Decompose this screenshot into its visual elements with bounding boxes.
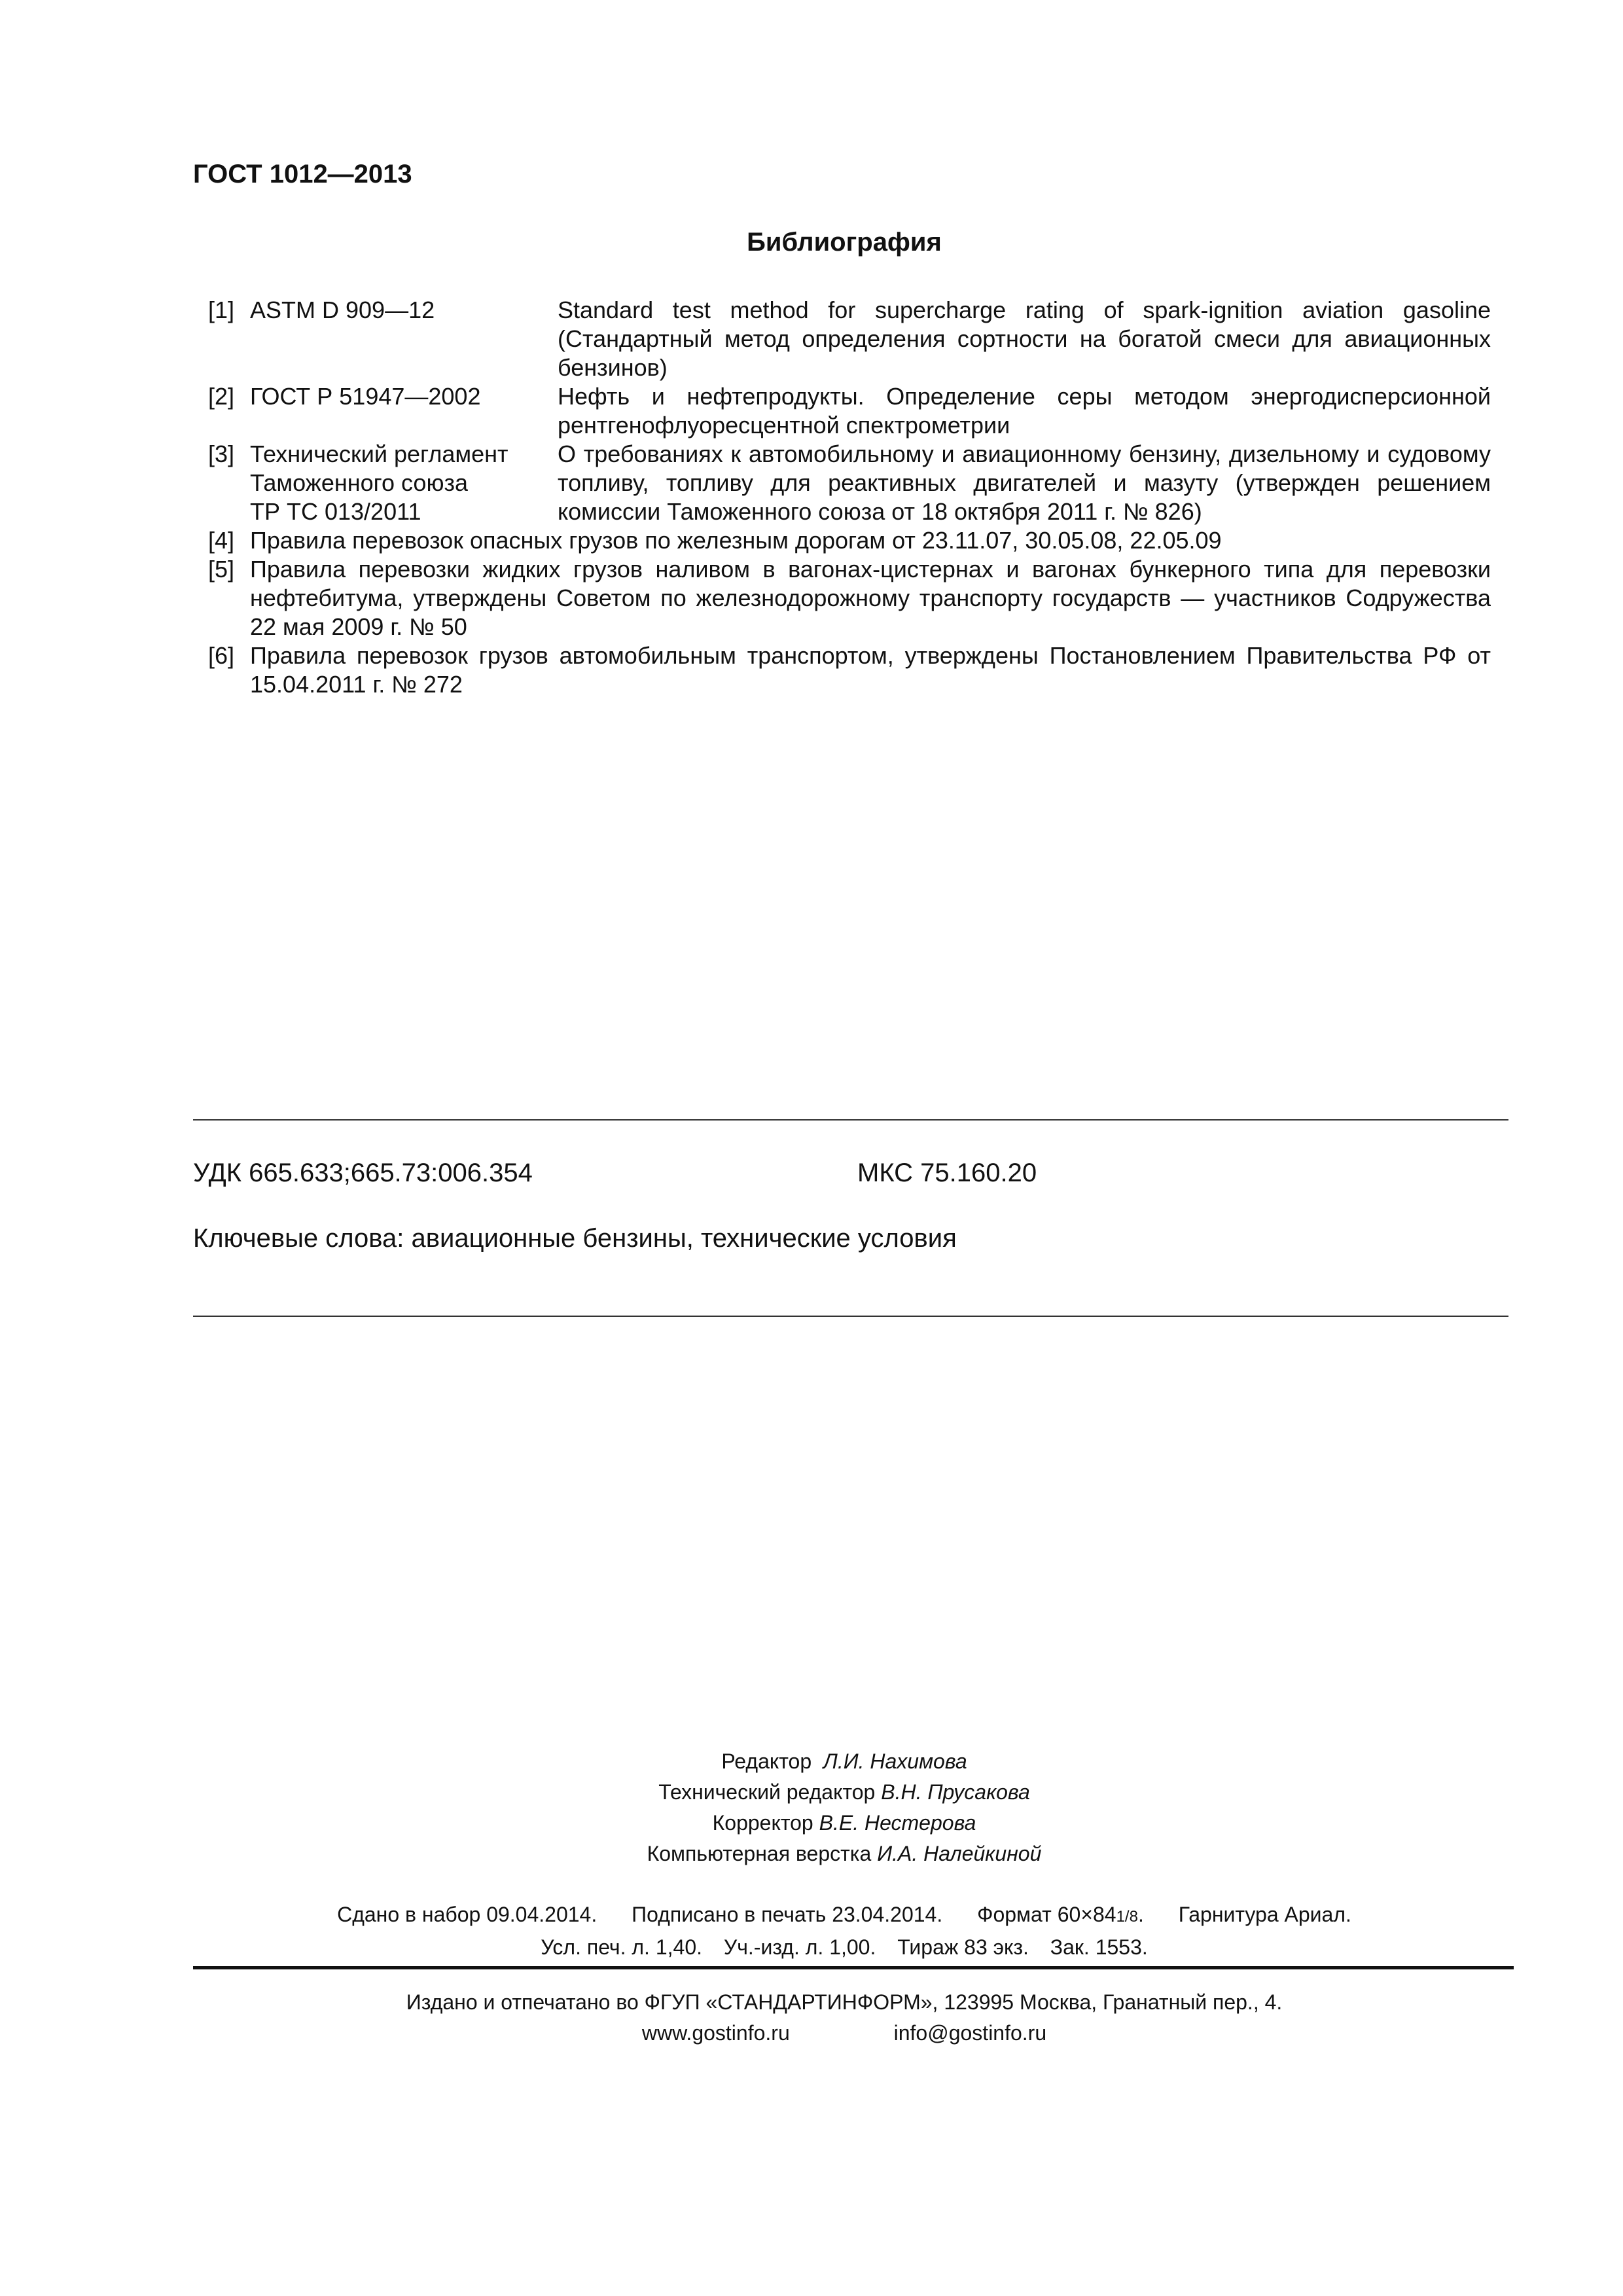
mks-code: МКС 75.160.20 — [857, 1158, 1037, 1187]
website-link[interactable]: www.gostinfo.ru — [641, 2021, 790, 2045]
reference-item — [208, 440, 1491, 526]
reference-item — [208, 526, 1491, 555]
staff-name: И.А. Налейкиной — [877, 1842, 1042, 1865]
staff-name: В.Н. Прусакова — [881, 1780, 1030, 1804]
print-info — [0, 1899, 1623, 1963]
reference-description: Standard test method for supercharge rating of spark-ignition aviation gasoline (Стандартный метод определения сортности на богатой смеси для авиационных бензинов) — [558, 296, 1491, 381]
editorial-staff — [0, 1746, 1623, 1869]
reference-number: [5] — [208, 556, 235, 583]
staff-line — [0, 1746, 1623, 1777]
bibliography-title: Библиография — [747, 228, 942, 257]
print-sheets: Усл. печ. л. 1,40. — [541, 1935, 702, 1959]
staff-role: Корректор — [712, 1811, 813, 1835]
udk-code: УДК 665.633;665.73:006.354 — [193, 1158, 533, 1187]
print-info-line-2 — [0, 1932, 1623, 1963]
reference-code: Технический регламент Таможенного союза ТР ТС 013/2011 — [250, 440, 508, 525]
divider-bottom — [193, 1316, 1508, 1317]
reference-code: ГОСТ Р 51947—2002 — [250, 383, 481, 410]
submitted-date: Сдано в набор 09.04.2014. — [337, 1903, 597, 1926]
staff-line — [0, 1777, 1623, 1808]
staff-role: Редактор — [721, 1749, 812, 1773]
reference-text: Правила перевозок грузов автомобильным транспортом, утверждены Постановлением Правительства РФ от 15.04.2011 г. № 272 — [250, 642, 1491, 698]
publishing-sheets: Уч.-изд. л. 1,00. — [723, 1935, 876, 1959]
staff-line — [0, 1808, 1623, 1839]
reference-number: [1] — [208, 296, 235, 323]
publisher-line: Издано и отпечатано во ФГУП «СТАНДАРТИНФОРМ», 123995 Москва, Гранатный пер., 4. — [406, 1990, 1283, 2014]
reference-code: ASTM D 909—12 — [250, 296, 435, 323]
divider-top — [193, 1119, 1508, 1121]
reference-text: Правила перевозки жидких грузов наливом в вагонах-цистернах и вагонах бункерного типа для перевозки нефтебитума, утверждены Советом по железнодорожному транспорту государств — участников Содружества 22 мая 2009 г. № 50 — [250, 556, 1491, 640]
publisher-info — [0, 1987, 1623, 2049]
document-code: ГОСТ 1012—2013 — [193, 160, 412, 188]
print-info-line-1: Сдано в набор 09.04.2014. Подписано в печать 23.04.2014. Формат 60×841/8. Гарнитура Ариал. — [337, 1903, 1351, 1926]
reference-item — [208, 555, 1491, 641]
reference-description: О требованиях к автомобильному и авиационному бензину, дизельному и судовому топливу, топливу для реактивных двигателей и мазуту (утвержден решением комиссии Таможенного союза от 18 октября 2011 г. № 826) — [558, 440, 1491, 525]
publisher-contacts — [0, 2018, 1623, 2049]
print-run: Тираж 83 экз. — [897, 1935, 1029, 1959]
bibliography-list — [208, 296, 1491, 699]
reference-description: Нефть и нефтепродукты. Определение серы методом энергодисперсионной рентгенофлуоресцентной спектрометрии — [558, 383, 1491, 439]
reference-item — [208, 641, 1491, 699]
staff-line — [0, 1839, 1623, 1869]
signed-date: Подписано в печать 23.04.2014. — [632, 1903, 943, 1926]
staff-role: Технический редактор — [658, 1780, 876, 1804]
email-link[interactable]: info@gostinfo.ru — [893, 2021, 1047, 2045]
reference-number: [6] — [208, 642, 235, 669]
staff-name: В.Е. Нестерова — [819, 1811, 976, 1835]
reference-text: Правила перевозок опасных грузов по железным дорогам от 23.11.07, 30.05.08, 22.05.09 — [250, 527, 1222, 554]
staff-role: Компьютерная верстка — [647, 1842, 872, 1865]
publisher-divider — [193, 1966, 1514, 1969]
format: Формат 60×84 — [977, 1903, 1116, 1926]
reference-number: [4] — [208, 527, 235, 554]
reference-item — [208, 382, 1491, 440]
reference-item — [208, 296, 1491, 382]
reference-number: [2] — [208, 383, 235, 410]
reference-number: [3] — [208, 440, 235, 467]
typeface: Гарнитура Ариал. — [1178, 1903, 1351, 1926]
staff-name: Л.И. Нахимова — [823, 1749, 967, 1773]
keywords: Ключевые слова: авиационные бензины, технические условия — [193, 1224, 957, 1253]
order-number: Зак. 1553. — [1050, 1935, 1148, 1959]
format-fraction: 1/8 — [1116, 1908, 1138, 1926]
